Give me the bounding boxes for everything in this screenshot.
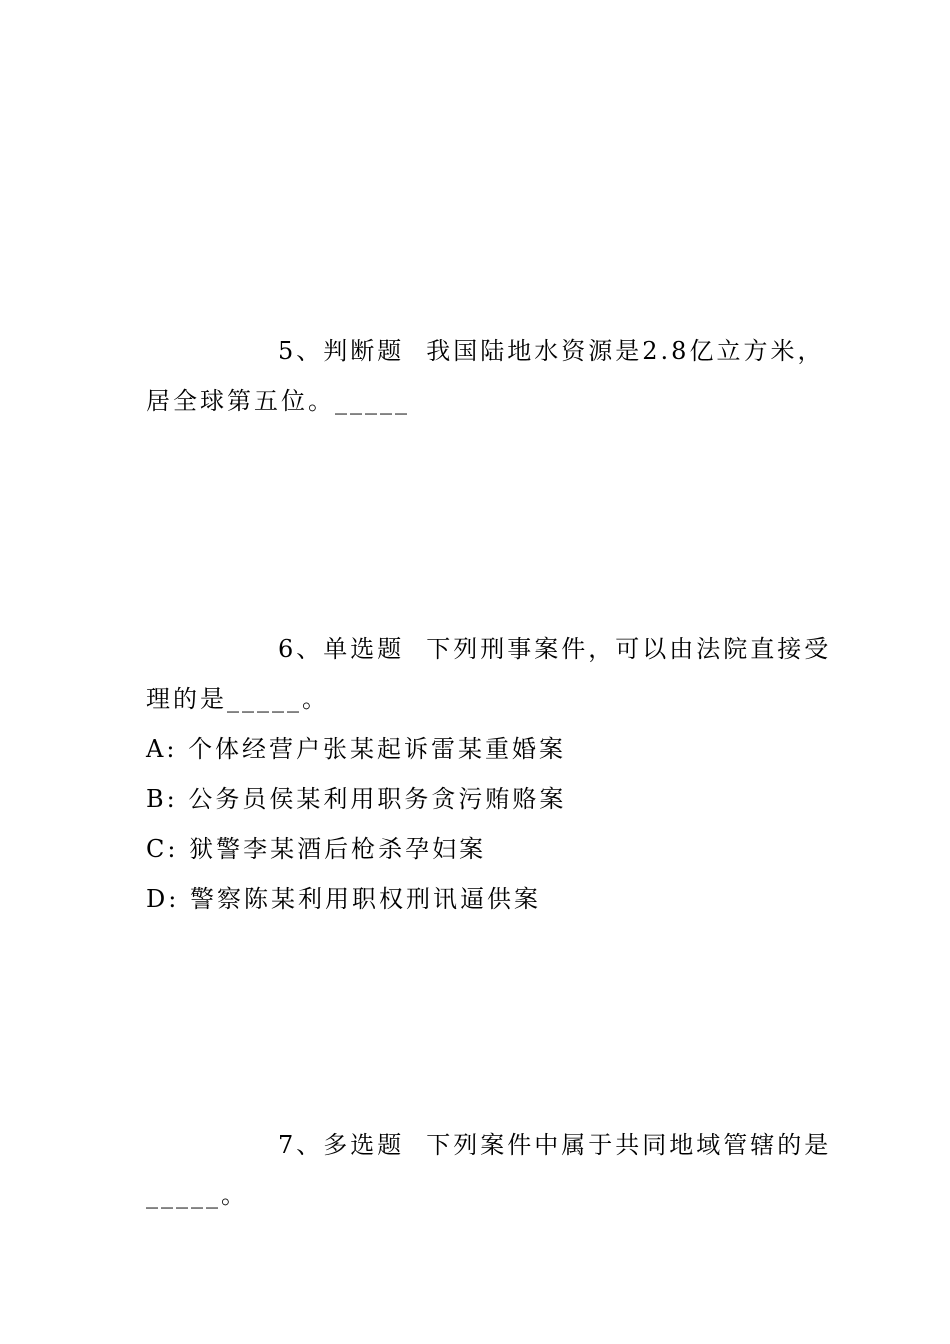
question-stem: 我国陆地水资源是2.8亿立方米， xyxy=(426,337,825,365)
option-letter: A: xyxy=(146,735,178,763)
question-number: 7 xyxy=(278,1131,297,1159)
option-letter: B: xyxy=(146,785,178,813)
stem-end: 。 xyxy=(302,685,329,713)
question-stem: 理的是 xyxy=(146,685,227,713)
option-text: 警察陈某利用职权刑讯逼供案 xyxy=(189,885,541,913)
answer-blank: _____ xyxy=(335,387,410,415)
answer-blank: _____ xyxy=(227,685,302,713)
answer-blank: _____ xyxy=(146,1181,221,1209)
option-text: 公务员侯某利用职务贪污贿赂案 xyxy=(188,785,567,813)
option-text: 狱警李某酒后枪杀孕妇案 xyxy=(189,835,487,863)
question-stem-line xyxy=(278,336,824,366)
question-stem: 下列刑事案件，可以由法院直接受 xyxy=(426,635,832,663)
option-text: 个体经营户张某起诉雷某重婚案 xyxy=(188,735,567,763)
question-stem-line xyxy=(146,386,410,416)
separator: 、 xyxy=(296,1131,324,1159)
option-d xyxy=(146,884,541,914)
question-stem-line xyxy=(146,1180,248,1210)
question-type: 多选题 xyxy=(323,1131,405,1159)
option-a xyxy=(146,734,566,764)
question-stem: 下列案件中属于共同地域管辖的是 xyxy=(426,1131,832,1159)
option-letter: D: xyxy=(146,885,180,913)
question-number: 6 xyxy=(278,635,297,663)
question-stem-line xyxy=(278,634,831,664)
option-letter: C: xyxy=(146,835,179,863)
question-stem-line xyxy=(278,1130,831,1160)
question-number: 5 xyxy=(278,337,297,365)
stem-end: 。 xyxy=(221,1181,248,1209)
question-stem: 居全球第五位。 xyxy=(146,387,335,415)
option-c xyxy=(146,834,486,864)
option-b xyxy=(146,784,566,814)
question-type: 单选题 xyxy=(323,635,405,663)
separator: 、 xyxy=(296,635,324,663)
question-stem-line xyxy=(146,684,329,714)
separator: 、 xyxy=(296,337,324,365)
question-type: 判断题 xyxy=(323,337,405,365)
